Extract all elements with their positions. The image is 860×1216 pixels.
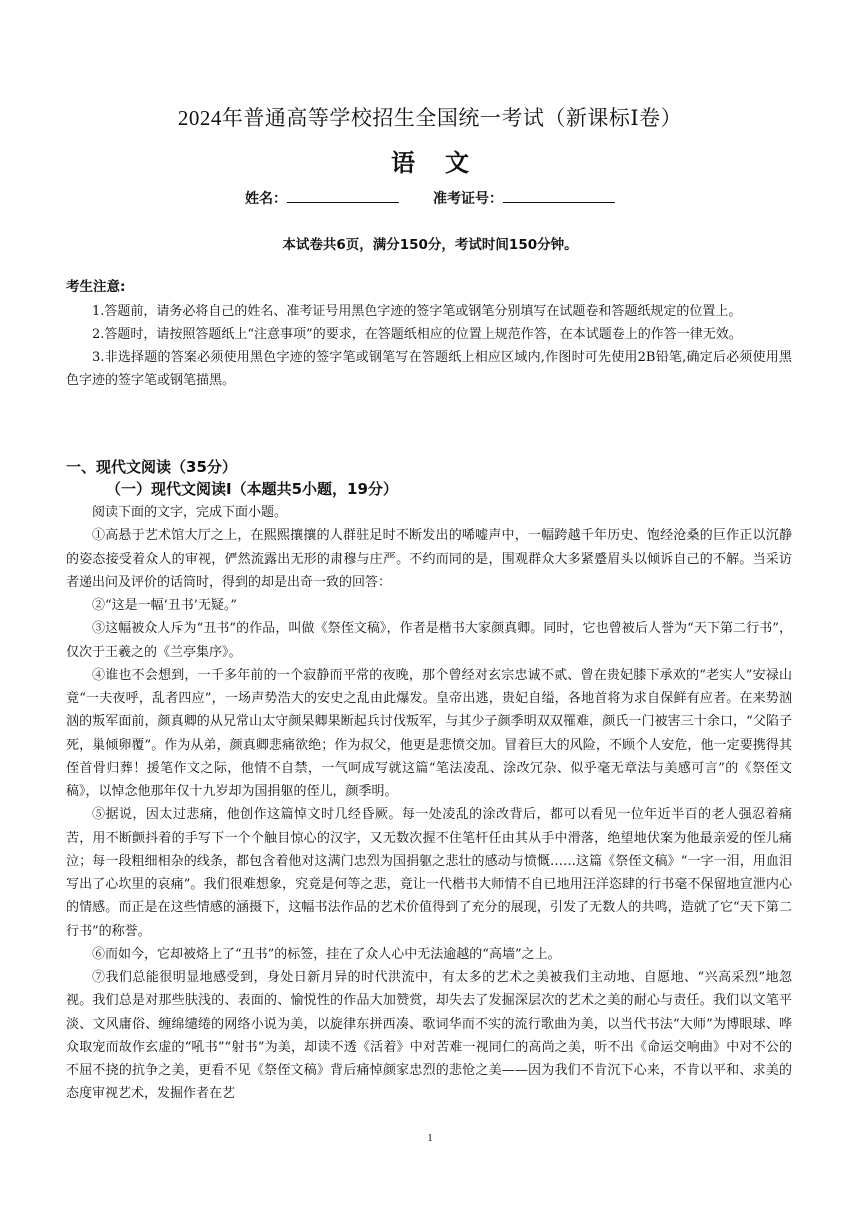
page-number: 1 bbox=[427, 1132, 433, 1144]
exam-summary: 本试卷共6页，满分150分，考试时间150分钟。 bbox=[282, 237, 578, 253]
id-blank bbox=[503, 188, 615, 203]
reading-passage bbox=[66, 501, 792, 1106]
passage-paragraph: ③这幅被众人斥为“丑书”的作品，叫做《祭侄文稿》，作者是楷书大家颜真卿。同时，它也曾被后人誉为“天下第二行书”，仅次于王羲之的《兰亭集序》。 bbox=[66, 621, 792, 660]
notice-item: 1.答题前，请务必将自己的姓名、准考证号用黑色字迹的签字笔或钢笔分别填写在试题卷和答题纸规定的位置上。 bbox=[92, 304, 742, 319]
subsection-heading: （一）现代文阅读Ⅰ（本题共5小题，19分） bbox=[106, 480, 398, 498]
name-blank bbox=[287, 188, 399, 203]
notice-item: 2.答题时，请按照答题纸上“注意事项”的要求，在答题纸相应的位置上规范作答，在本试题卷上的作答一律无效。 bbox=[92, 327, 742, 342]
subject-title: 语文 bbox=[391, 149, 499, 177]
passage-paragraph: ⑦我们总能很明显地感受到，身处日新月异的时代洪流中，有太多的艺术之美被我们主动地、自愿地、“兴高采烈”地忽视。我们总是对那些肤浅的、表面的、愉悦性的作品大加赞赏，却失去了发掘深层次的艺术之美的耐心与责任。我们以文笔平淡、文风庸俗、缠绵缱绻的网络小说为美，以旋律东拼西凑、歌词华而不实的流行歌曲为美，以当代书法“大师”为博眼球、哗众取宠而故作玄虚的“吼书”“射书”为美，却读不透《活着》中对苦难一视同仁的高尚之美，听不出《命运交响曲》中对不公的不屈不挠的抗争之美，更看不见《祭侄文稿》背后痛悼颜家忠烈的悲怆之美——因为我们不肯沉下心来，不肯以平和、求美的态度审视艺术，发掘作者在艺 bbox=[66, 970, 792, 1102]
name-label: 姓名： bbox=[245, 191, 287, 207]
passage-paragraph: ④谁也不会想到，一千多年前的一个寂静而平常的夜晚，那个曾经对玄宗忠诚不贰、曾在贵妃膝下承欢的“老实人”安禄山竟“一夫夜呼，乱者四应”，一场声势浩大的安史之乱由此爆发。皇帝出逃，贵妃自缢，各地首将为求自保鲜有应者。在来势汹汹的叛军面前，颜真卿的从兄常山太守颜杲卿果断起兵讨伐叛军，与其少子颜季明双双罹难，颜氏一门被害三十余口，“父陷子死，巢倾卵覆”。作为从弟，颜真卿悲痛欲绝；作为叔父，他更是悲愤交加。冒着巨大的风险，不顾个人安危，他一定要携得其侄首骨归葬！援笔作文之际，他情不自禁，一气呵成写就这篇“笔法凌乱、涂改冗杂、似乎毫无章法与美感可言”的《祭侄文稿》，以悼念他那年仅十九岁却为国捐躯的侄儿，颜季明。 bbox=[66, 667, 792, 799]
id-label: 准考证号： bbox=[433, 191, 503, 207]
passage-paragraph: ⑥而如今，它却被烙上了“丑书”的标签，挂在了众人心中无法逾越的“高墙”之上。 bbox=[92, 946, 561, 962]
notice-list bbox=[66, 300, 792, 392]
passage-instruction: 阅读下面的文字，完成下面小题。 bbox=[92, 505, 288, 520]
notice-heading: 考生注意: bbox=[66, 279, 126, 295]
passage-paragraph: ②“这是一幅‘丑书’无疑。” bbox=[92, 598, 238, 613]
passage-paragraph: ①高悬于艺术馆大厅之上，在熙熙攘攘的人群驻足时不断发出的唏嘘声中，一幅跨越千年历史、饱经沧桑的巨作正以沉静的姿态接受着众人的审视，俨然流露出无形的肃穆与庄严。不约而同的是，围观群众大多紧蹙眉头以倾诉自己的不解。当采访者递出问及评价的话筒时，得到的却是出奇一致的回答： bbox=[66, 528, 792, 590]
notice-item: 3.非选择题的答案必须使用黑色字迹的签字笔或钢笔写在答题纸上相应区域内,作图时可先使用2B铅笔,确定后必须使用黑色字迹的签字笔或钢笔描黑。 bbox=[66, 350, 792, 388]
passage-paragraph: ⑤据说，因太过悲痛，他创作这篇悼文时几经昏厥。每一处凌乱的涂改背后，都可以看见一位年近半百的老人强忍着痛苦，用不断颤抖着的手写下一个个触目惊心的汉字，又无数次握不住笔杆任由其从手中滑落，绝望地伏案为他最亲爱的侄儿痛泣；每一段粗细相杂的线条，都包含着他对这满门忠烈为国捐躯之悲壮的感动与愤慨……这篇《祭侄文稿》“一字一泪，用血泪写出了心坎里的哀痛”。我们很难想象，究竟是何等之悲，竟让一代楷书大师情不自已地用汪洋恣肆的行书毫不保留地宣泄内心的情感。而正是在这些情感的涵摄下，这幅书法作品的艺术价值得到了充分的展现，引发了无数人的共鸣，造就了它“天下第二行书”的称誉。 bbox=[66, 807, 792, 939]
section-heading: 一、现代文阅读（35分） bbox=[66, 458, 237, 476]
candidate-info-line bbox=[0, 188, 860, 209]
exam-title: 2024年普通高等学校招生全国统一考试（新课标Ⅰ卷） bbox=[177, 106, 683, 130]
